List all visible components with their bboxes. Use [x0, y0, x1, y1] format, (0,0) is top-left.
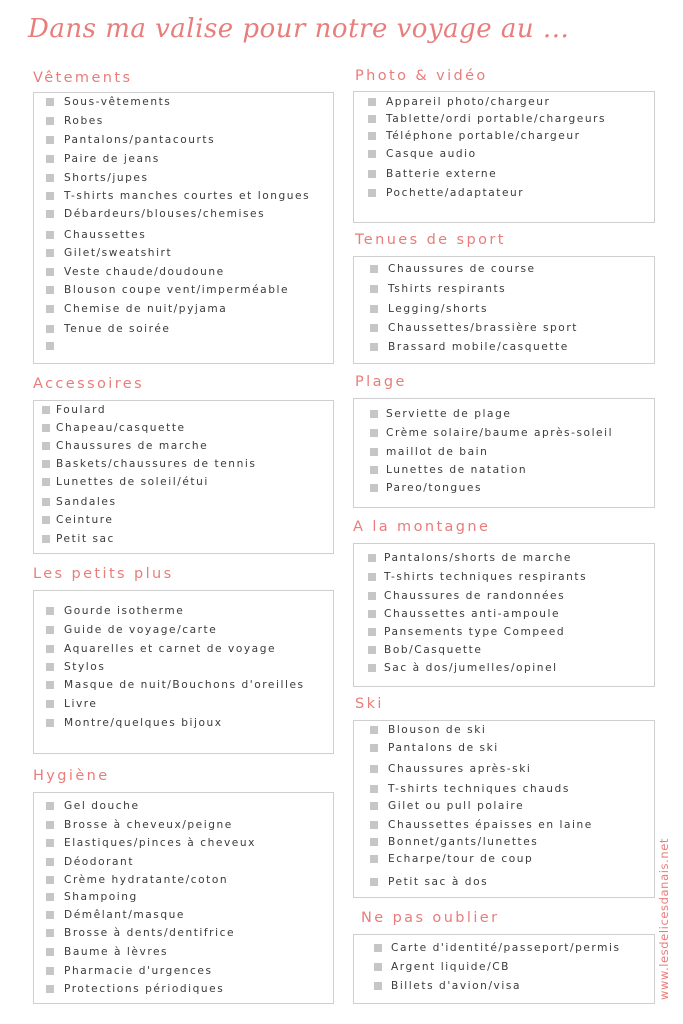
heading-vetements: Vêtements	[33, 70, 133, 86]
list-item: Sandales	[56, 496, 117, 508]
checkbox[interactable]	[46, 98, 54, 106]
checkbox[interactable]	[370, 838, 378, 846]
list-item: Gilet/sweatshirt	[64, 247, 173, 259]
checkbox[interactable]	[46, 325, 54, 333]
checkbox[interactable]	[368, 170, 376, 178]
checkbox[interactable]	[374, 982, 382, 990]
list-item: Blouson de ski	[388, 724, 487, 736]
list-item: Tablette/ordi portable/chargeurs	[386, 113, 607, 125]
list-item: Appareil photo/chargeur	[386, 96, 551, 108]
list-item: Crème solaire/baume après-soleil	[386, 427, 614, 439]
checkbox[interactable]	[46, 663, 54, 671]
list-item: Lunettes de natation	[386, 464, 528, 476]
list-item: Chaussures après-ski	[388, 763, 532, 775]
checkbox[interactable]	[370, 343, 378, 351]
list-item: Argent liquide/CB	[391, 961, 510, 973]
checkbox[interactable]	[42, 460, 50, 468]
checkbox[interactable]	[370, 466, 378, 474]
list-item: Stylos	[64, 661, 106, 673]
checkbox[interactable]	[46, 839, 54, 847]
checkbox[interactable]	[42, 516, 50, 524]
list-item: Démêlant/masque	[64, 909, 185, 921]
checkbox[interactable]	[42, 478, 50, 486]
checkbox[interactable]	[368, 573, 376, 581]
list-item: Lunettes de soleil/étui	[56, 476, 209, 488]
list-item: Legging/shorts	[388, 303, 489, 315]
checkbox[interactable]	[368, 592, 376, 600]
list-item: Robes	[64, 115, 104, 127]
checkbox[interactable]	[370, 429, 378, 437]
checkbox[interactable]	[374, 963, 382, 971]
list-item: Montre/quelques bijoux	[64, 717, 223, 729]
checkbox[interactable]	[370, 726, 378, 734]
list-item: Brosse à dents/dentifrice	[64, 927, 236, 939]
checkbox[interactable]	[46, 911, 54, 919]
checkbox[interactable]	[46, 342, 54, 350]
list-item: Chaussures de course	[388, 263, 536, 275]
list-item: Shorts/jupes	[64, 172, 149, 184]
list-item: Chaussettes	[64, 229, 147, 241]
checkbox[interactable]	[46, 268, 54, 276]
list-item: Pansements type Compeed	[384, 626, 566, 638]
list-item: Blouson coupe vent/imperméable	[64, 284, 290, 296]
checkbox[interactable]	[46, 858, 54, 866]
checkbox[interactable]	[46, 985, 54, 993]
list-item: Billets d'avion/visa	[391, 980, 521, 992]
list-item: Chaussettes épaisses en laine	[388, 819, 593, 831]
list-item: T-shirts techniques chauds	[388, 783, 570, 795]
list-item: Brosse à cheveux/peigne	[64, 819, 233, 831]
list-item: Pantalons/shorts de marche	[384, 552, 573, 564]
list-item: Chemise de nuit/pyjama	[64, 303, 228, 315]
checkbox[interactable]	[370, 744, 378, 752]
list-item: Baume à lèvres	[64, 946, 169, 958]
checkbox[interactable]	[46, 626, 54, 634]
checkbox[interactable]	[368, 646, 376, 654]
heading-accessoires: Accessoires	[33, 376, 145, 392]
list-item: Pharmacie d'urgences	[64, 965, 213, 977]
checkbox[interactable]	[368, 610, 376, 618]
checkbox[interactable]	[46, 305, 54, 313]
checkbox[interactable]	[46, 681, 54, 689]
checkbox[interactable]	[370, 285, 378, 293]
checkbox[interactable]	[46, 948, 54, 956]
checkbox[interactable]	[370, 821, 378, 829]
list-item: Paire de jeans	[64, 153, 160, 165]
list-item: Baskets/chaussures de tennis	[56, 458, 257, 470]
list-item: Déodorant	[64, 856, 135, 868]
list-item: Petit sac à dos	[388, 876, 489, 888]
list-item: Livre	[64, 698, 98, 710]
checkbox[interactable]	[42, 498, 50, 506]
checkbox[interactable]	[368, 189, 376, 197]
checkbox[interactable]	[46, 700, 54, 708]
checkbox[interactable]	[42, 442, 50, 450]
checkbox[interactable]	[42, 535, 50, 543]
list-item: Carte d'identité/passeport/permis	[391, 942, 621, 954]
checkbox[interactable]	[374, 944, 382, 952]
checkbox[interactable]	[42, 406, 50, 414]
list-item: Ceinture	[56, 514, 114, 526]
checkbox[interactable]	[46, 929, 54, 937]
list-item: Tenue de soirée	[64, 323, 171, 335]
list-item: Chaussures de marche	[56, 440, 209, 452]
heading-ski: Ski	[355, 696, 384, 712]
heading-oublier: Ne pas oublier	[361, 910, 500, 926]
list-item: Elastiques/pinces à cheveux	[64, 837, 256, 849]
checkbox[interactable]	[370, 785, 378, 793]
heading-sport: Tenues de sport	[355, 232, 506, 248]
list-item: Crème hydratante/coton	[64, 874, 229, 886]
checkbox[interactable]	[368, 554, 376, 562]
checkbox[interactable]	[46, 802, 54, 810]
checkbox[interactable]	[46, 893, 54, 901]
checkbox[interactable]	[370, 878, 378, 886]
checkbox[interactable]	[370, 410, 378, 418]
list-item: Pareo/tongues	[386, 482, 483, 494]
list-item: Pantalons/pantacourts	[64, 134, 216, 146]
checkbox[interactable]	[46, 117, 54, 125]
checkbox[interactable]	[42, 424, 50, 432]
checkbox[interactable]	[46, 607, 54, 615]
checkbox[interactable]	[46, 136, 54, 144]
list-item: Gel douche	[64, 800, 140, 812]
list-item: Shampoing	[64, 891, 138, 903]
list-item: Gourde isotherme	[64, 605, 185, 617]
list-item: Débardeurs/blouses/chemises	[64, 208, 266, 220]
list-item: Chaussettes anti-ampoule	[384, 608, 561, 620]
checkbox[interactable]	[46, 192, 54, 200]
list-item: Pantalons de ski	[388, 742, 499, 754]
checkbox[interactable]	[46, 821, 54, 829]
checkbox[interactable]	[370, 265, 378, 273]
checkbox[interactable]	[46, 876, 54, 884]
checkbox[interactable]	[368, 150, 376, 158]
checkbox[interactable]	[46, 249, 54, 257]
list-item: Brassard mobile/casquette	[388, 341, 569, 353]
checkbox[interactable]	[46, 645, 54, 653]
list-item: Sac à dos/jumelles/opinel	[384, 662, 558, 674]
list-item: Tshirts respirants	[388, 283, 507, 295]
heading-photo: Photo & vidéo	[355, 68, 488, 84]
list-item: Batterie externe	[386, 168, 498, 180]
page-title: Dans ma valise pour notre voyage au ...	[28, 14, 570, 44]
checkbox[interactable]	[370, 855, 378, 863]
list-item: Serviette de plage	[386, 408, 512, 420]
list-item: Chapeau/casquette	[56, 422, 186, 434]
checkbox[interactable]	[368, 132, 376, 140]
list-item: Sous-vêtements	[64, 96, 172, 108]
list-item: Foulard	[56, 404, 107, 416]
checkbox[interactable]	[368, 115, 376, 123]
list-item: Veste chaude/doudoune	[64, 266, 225, 278]
checkbox[interactable]	[46, 155, 54, 163]
checkbox[interactable]	[368, 628, 376, 636]
list-item: Protections périodiques	[64, 983, 225, 995]
heading-montagne: A la montagne	[353, 519, 491, 535]
list-item: T-shirts manches courtes et longues	[64, 190, 311, 202]
checkbox[interactable]	[46, 174, 54, 182]
checkbox[interactable]	[370, 305, 378, 313]
heading-petits-plus: Les petits plus	[33, 566, 174, 582]
checkbox[interactable]	[46, 286, 54, 294]
list-item: Echarpe/tour de coup	[388, 853, 534, 865]
list-item: Gilet ou pull polaire	[388, 800, 525, 812]
checkbox[interactable]	[46, 231, 54, 239]
heading-plage: Plage	[355, 374, 407, 390]
list-item: maillot de bain	[386, 446, 489, 458]
list-item: T-shirts techniques respirants	[384, 571, 588, 583]
website-url: www.lesdelicesdanais.net	[657, 837, 671, 1000]
list-item: Casque audio	[386, 148, 477, 160]
list-item: Chaussettes/brassière sport	[388, 322, 578, 334]
checkbox[interactable]	[368, 664, 376, 672]
list-item: Bonnet/gants/lunettes	[388, 836, 539, 848]
list-item: Petit sac	[56, 533, 115, 545]
checkbox[interactable]	[368, 98, 376, 106]
checkbox[interactable]	[46, 210, 54, 218]
checkbox[interactable]	[370, 802, 378, 810]
checkbox[interactable]	[46, 719, 54, 727]
heading-hygiene: Hygiène	[33, 768, 110, 784]
list-item: Téléphone portable/chargeur	[386, 130, 581, 142]
checkbox[interactable]	[370, 448, 378, 456]
checkbox[interactable]	[370, 765, 378, 773]
list-item: Masque de nuit/Bouchons d'oreilles	[64, 679, 305, 691]
list-item: Aquarelles et carnet de voyage	[64, 643, 277, 655]
checkbox[interactable]	[370, 324, 378, 332]
list-item: Bob/Casquette	[384, 644, 483, 656]
list-item: Guide de voyage/carte	[64, 624, 218, 636]
checkbox[interactable]	[46, 967, 54, 975]
list-item: Pochette/adaptateur	[386, 187, 525, 199]
checkbox[interactable]	[370, 484, 378, 492]
list-item: Chaussures de randonnées	[384, 590, 566, 602]
